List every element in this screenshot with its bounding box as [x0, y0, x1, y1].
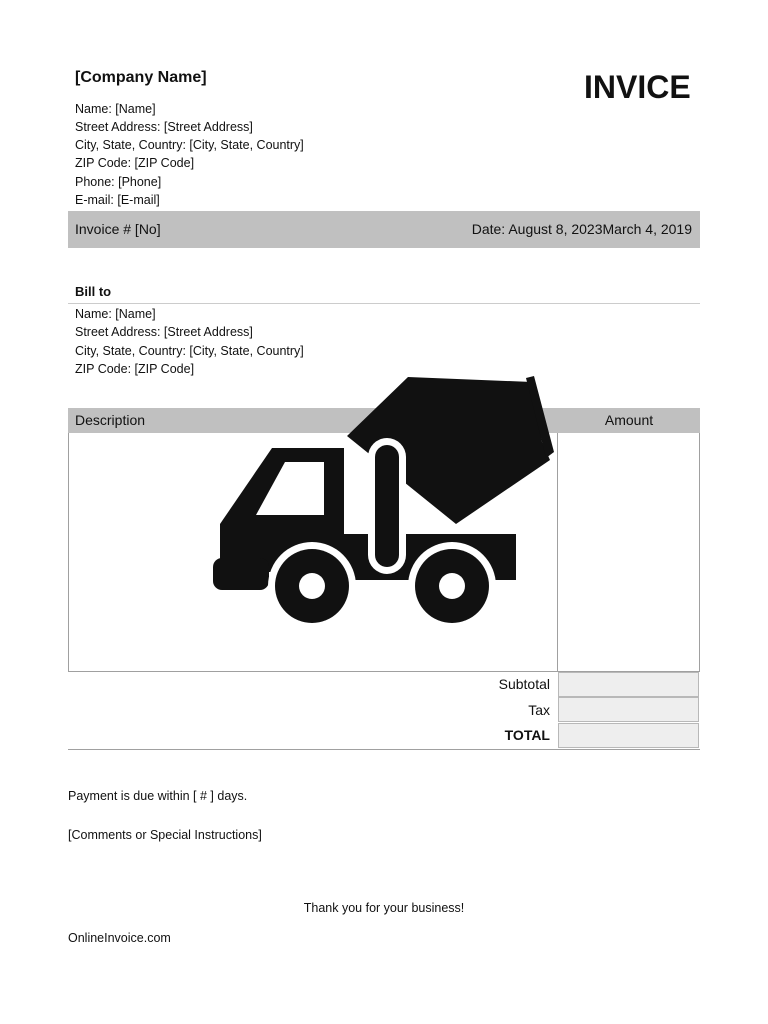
bill-to-city: City, State, Country: [City, State, Country] [75, 344, 304, 358]
sender-email: E-mail: [E-mail] [75, 193, 160, 207]
invoice-number: Invoice # [No] [75, 221, 161, 237]
sender-zip: ZIP Code: [ZIP Code] [75, 156, 195, 170]
payment-terms: Payment is due within [ # ] days. [68, 789, 248, 803]
concrete-mixer-truck-icon [210, 372, 556, 626]
thank-you-note: Thank you for your business! [303, 901, 465, 915]
total-value[interactable] [558, 723, 699, 748]
tax-label: Tax [528, 702, 550, 718]
bill-to-zip: ZIP Code: [ZIP Code] [75, 362, 195, 376]
subtotal-label: Subtotal [498, 676, 550, 692]
sender-street: Street Address: [Street Address] [75, 120, 253, 134]
tax-value[interactable] [558, 697, 699, 722]
comments: [Comments or Special Instructions] [68, 828, 262, 842]
bill-to-heading: Bill to [75, 284, 112, 299]
footer-brand: OnlineInvoice.com [68, 931, 171, 945]
summary-bottom-rule [68, 749, 700, 750]
document-title: INVICE [584, 69, 691, 105]
subtotal-value[interactable] [558, 672, 699, 697]
invoice-date: Date: August 8, 2023March 4, 2019 [471, 221, 692, 237]
sender-phone: Phone: [Phone] [75, 175, 162, 189]
sender-name: Name: [Name] [75, 102, 156, 116]
bill-to-divider [68, 303, 700, 304]
bill-to-name: Name: [Name] [75, 307, 156, 321]
description-column-header: Description [75, 412, 146, 428]
bill-to-street: Street Address: [Street Address] [75, 325, 253, 339]
total-label: TOTAL [504, 727, 550, 743]
items-column-divider [557, 433, 558, 672]
amount-column-header: Amount [604, 412, 654, 428]
sender-city: City, State, Country: [City, State, Country] [75, 138, 304, 152]
company-name: [Company Name] [75, 69, 207, 86]
